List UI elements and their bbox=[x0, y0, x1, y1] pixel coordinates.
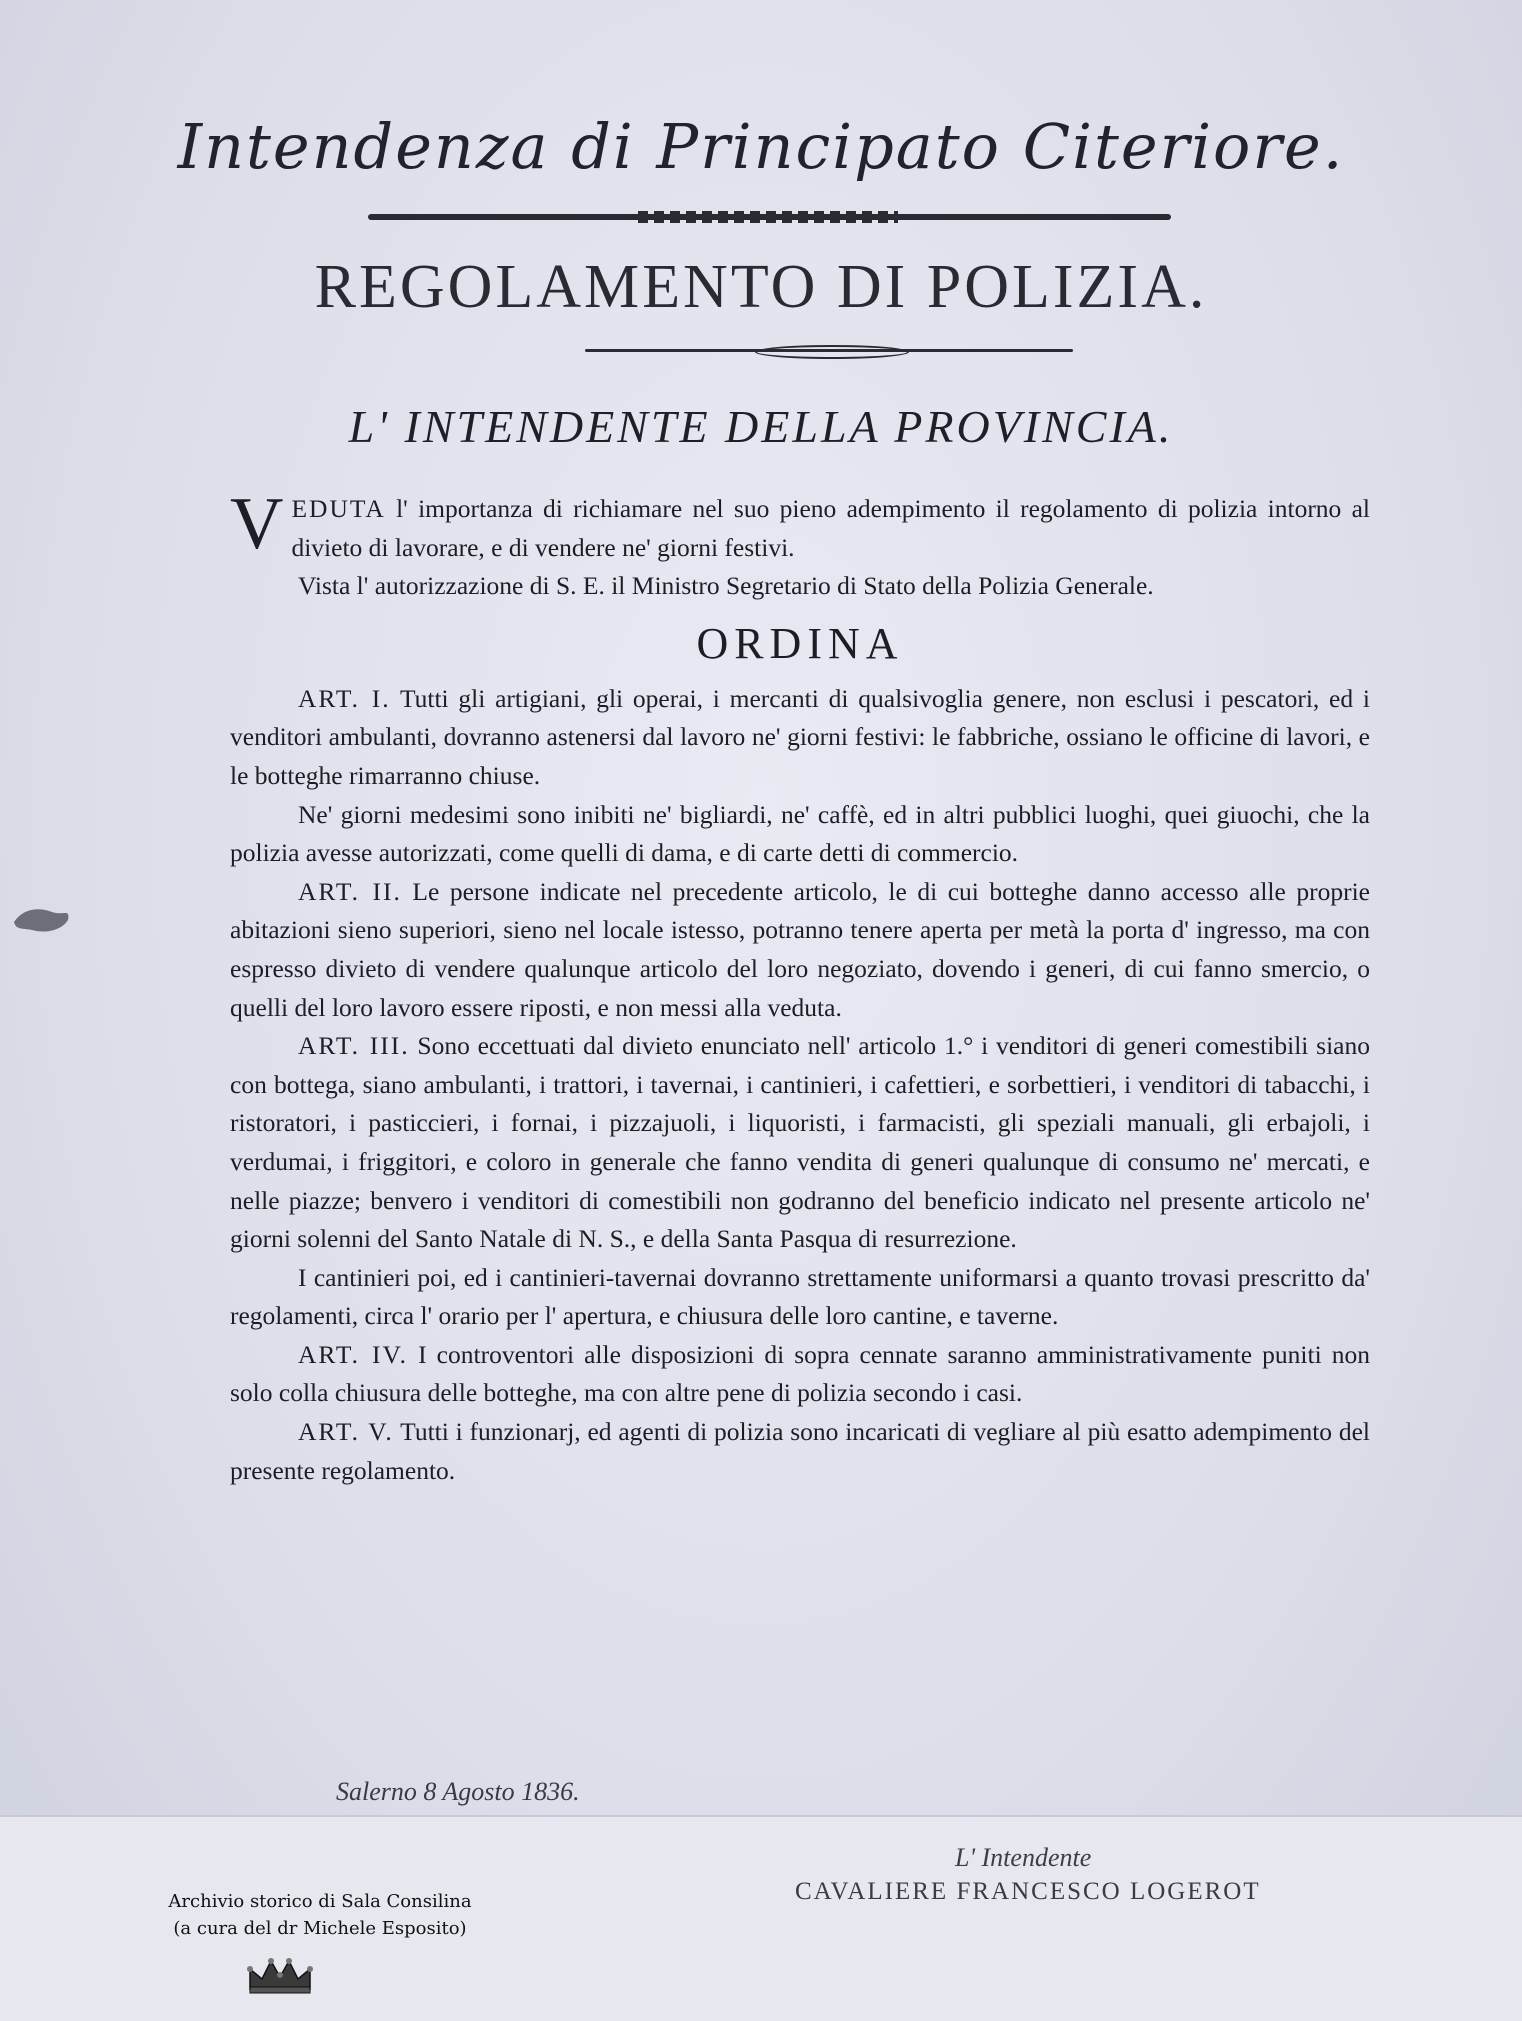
ink-smudge bbox=[12, 902, 72, 938]
article-text: Le persone indicate nel precedente articolo, le di cui botteghe danno accesso alle proprie abitazioni sieno superiori, sieno nel locale istesso, potranno tenere aperta per metà la porta d' ingresso, ma con espresso divieto di vendere qualunque articolo del loro negoziato, dovendo i generi, di cui fanno smercio, o quelli del loro lavoro essere riposti, e non messi alla veduta. bbox=[230, 876, 1371, 1022]
article-1 bbox=[230, 680, 1370, 796]
article-label: ART. I. bbox=[298, 683, 391, 713]
preamble-smallcaps: EDUTA bbox=[291, 494, 386, 523]
archive-line-1: Archivio storico di Sala Consilina bbox=[168, 1891, 472, 1912]
article-3 bbox=[230, 1027, 1370, 1259]
document-body bbox=[230, 483, 1371, 1490]
article-text: Sono eccettuati dal divieto enunciato nell' articolo 1.° i venditori di generi comestibili siano con bottega, siano ambulanti, i trattori, i tavernai, i cantinieri, i cafettieri, e sorbettieri, i venditori di tabacchi, i ristoratori, i pasticcieri, i fornai, i pizzajuoli, i liquoristi, i farmacisti, gli speziali manuali, gli erbajoli, i verdumai, i friggitori, e coloro in generale che fanno vendita di generi qualunque di consumo ne' mercati, e nelle piazze; benvero i venditori di comestibili non godranno del beneficio indicato nel presente articolo ne' giorni solenni del Santo Natale di N. S., e della Santa Pasqua di resurrezione. bbox=[230, 1031, 1370, 1254]
drop-cap: V bbox=[230, 483, 284, 565]
article-text: Tutti gli artigiani, gli operai, i mercanti di qualsivoglia genere, non esclusi i pescatori, ed i venditori ambulanti, dovranno astenersi dal lavoro ne' giorni festivi: le fabbriche, ossiano le officine di lavori, e le botteghe rimarranno chiuse. bbox=[230, 683, 1370, 790]
article-label: ART. IV. bbox=[298, 1339, 409, 1369]
article-4 bbox=[230, 1336, 1370, 1413]
decorative-rule bbox=[585, 349, 1073, 352]
archive-line-2: (a cura del dr Michele Esposito) bbox=[173, 1918, 467, 1939]
ordina-heading: ORDINA bbox=[696, 618, 904, 668]
crown-icon bbox=[245, 1955, 315, 1995]
article-text: I controventori alle disposizioni di sopra cennate saranno amministrativamente puniti non solo colla chiusura delle botteghe, ma con altre pene di polizia secondo i casi. bbox=[230, 1339, 1371, 1408]
article-text: Tutti i funzionarj, ed agenti di polizia sono incaricati di vegliare al più esatto adempimento del presente regolamento. bbox=[230, 1417, 1371, 1485]
regolamento-title: REGOLAMENTO DI POLIZIA. bbox=[314, 253, 1208, 321]
article-1-paragraph-2: Ne' giorni medesimi sono inibiti ne' bigliardi, ne' caffè, ed in altri pubblici luoghi, quei giuochi, che la polizia avesse autorizzati, come quelli di dama, e di carte detti di commercio. bbox=[230, 799, 1370, 868]
article-5 bbox=[230, 1413, 1370, 1490]
article-3-paragraph-2: I cantinieri poi, ed i cantinieri-tavernai dovranno strettamente uniformarsi a quanto trovasi prescritto da' regolamenti, circa l' orario per l' apertura, e chiusura delle loro cantine, e taverne. bbox=[230, 1262, 1370, 1331]
archive-credit bbox=[120, 1888, 520, 1942]
article-label: ART. V. bbox=[298, 1417, 394, 1447]
article-2 bbox=[230, 873, 1370, 1027]
intendente-heading: L' INTENDENTE DELLA PROVINCIA. bbox=[348, 401, 1174, 452]
intendenza-heading: Intendenza di Principato Citeriore. bbox=[177, 110, 1345, 183]
preamble-text: l' importanza di richiamare nel suo pieno adempimento il regolamento di polizia intorno al divieto di lavorare, e di vendere ne' giorni festivi. bbox=[291, 494, 1370, 562]
preamble-paragraph bbox=[230, 483, 1370, 567]
signature-name: CAVALIERE FRANCESCO LOGEROT bbox=[795, 1878, 1261, 1905]
article-label: ART. II. bbox=[298, 876, 402, 906]
article-label: ART. III. bbox=[298, 1031, 410, 1061]
decorative-rule bbox=[368, 214, 1171, 220]
signature-title: L' Intendente bbox=[955, 1843, 1092, 1872]
date-line: Salerno 8 Agosto 1836. bbox=[336, 1777, 580, 1806]
preamble-paragraph-2: Vista l' autorizzazione di S. E. il Ministro Segretario di Stato della Polizia Generale. bbox=[298, 571, 1154, 601]
